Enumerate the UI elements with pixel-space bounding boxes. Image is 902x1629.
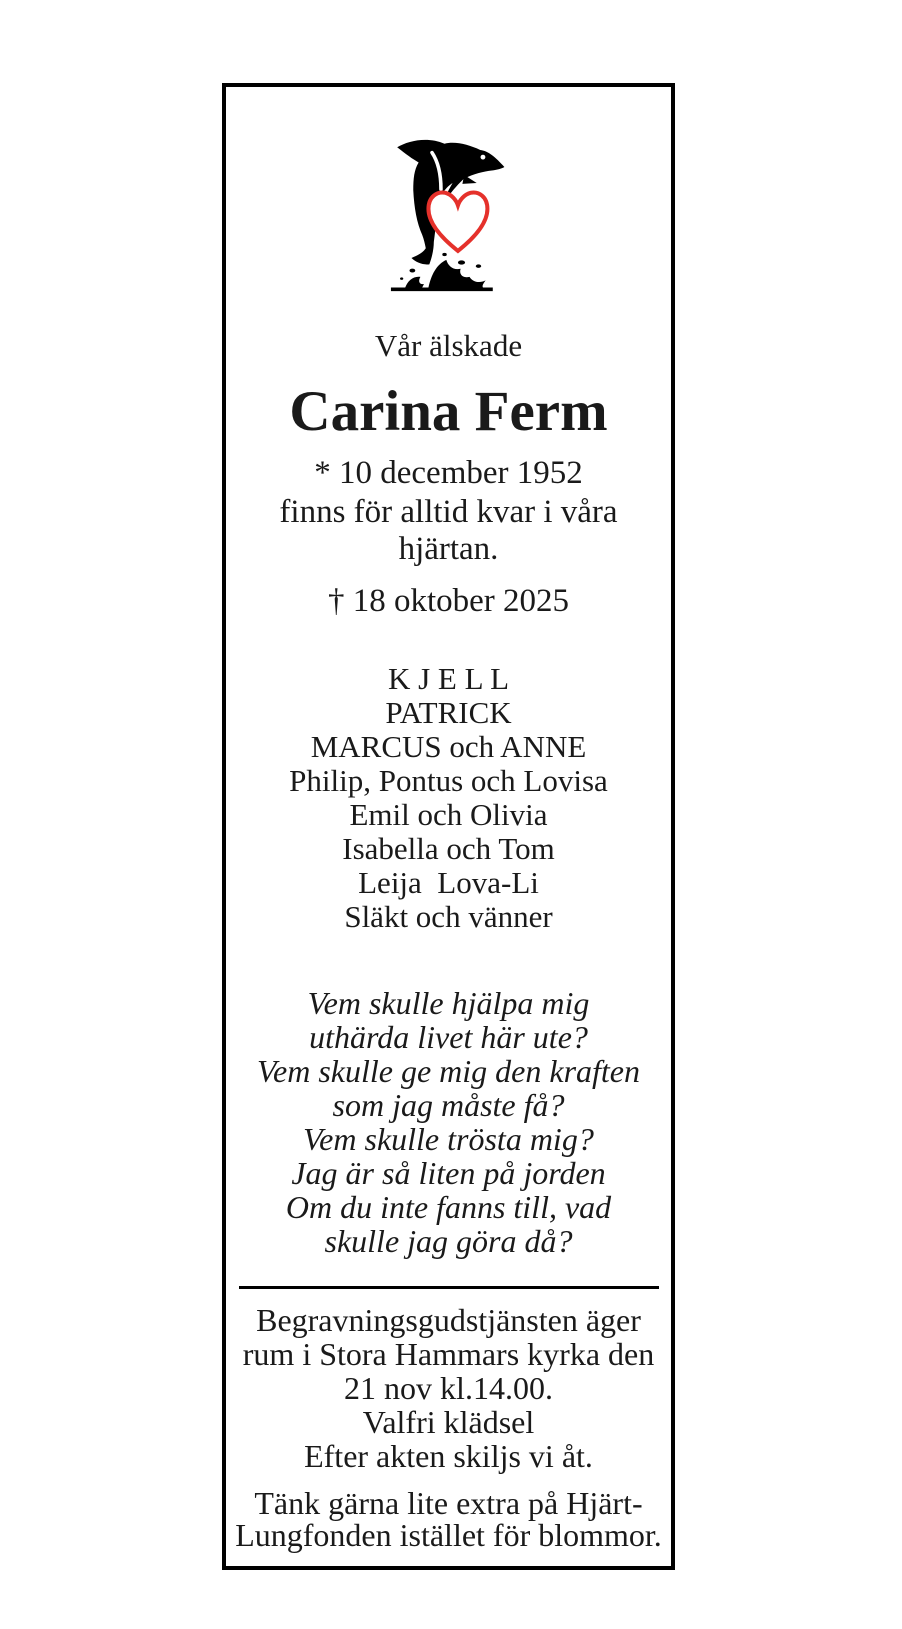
text-line: finns för alltid kvar i våra (279, 494, 618, 530)
text-line: Leija Lova-Li (358, 865, 539, 900)
memorial-logo (226, 123, 671, 302)
memorial-poem (226, 986, 671, 1258)
text-line: Philip, Pontus och Lovisa (289, 763, 608, 798)
text-line: Efter akten skiljs vi åt. (304, 1438, 593, 1474)
dolphin-eye (480, 155, 485, 160)
text-line: Vem skulle trösta mig? (303, 1121, 594, 1157)
text-line: uthärda livet här ute? (309, 1019, 588, 1055)
waves-icon (390, 253, 492, 291)
donation-request (226, 1487, 671, 1551)
dolphin-heart-waves-icon (382, 123, 516, 302)
death-date: † 18 oktober 2025 (327, 583, 570, 619)
text-line: K J E L L (387, 661, 510, 696)
text-line: Vem skulle hjälpa mig (307, 985, 590, 1021)
opening-phrase: Vår älskade (374, 328, 523, 363)
funeral-info (226, 1303, 671, 1473)
text-line: Jag är så liten på jorden (291, 1155, 606, 1191)
text-line: Emil och Olivia (349, 797, 548, 832)
text-line: Begravningsgudstjänsten äger (256, 1302, 641, 1338)
text-line: 21 nov kl.14.00. (344, 1370, 553, 1406)
deceased-name: Carina Ferm (289, 380, 608, 443)
mourners-list (226, 662, 671, 934)
text-line: PATRICK (385, 695, 512, 730)
dolphin-far-fin (462, 175, 476, 184)
text-line: Släkt och vänner (344, 899, 553, 934)
text-line: Valfri klädsel (362, 1404, 535, 1440)
divider-line (239, 1286, 659, 1289)
obituary-card (222, 83, 675, 1570)
text-line: skulle jag göra då? (324, 1223, 573, 1259)
text-line: hjärtan. (398, 531, 499, 567)
text-line: Isabella och Tom (342, 831, 555, 866)
text-line: Tänk gärna lite extra på Hjärt- (254, 1485, 643, 1521)
text-line: Om du inte fanns till, vad (285, 1189, 612, 1225)
text-line: Lungfonden istället för blommor. (235, 1517, 662, 1553)
heart-icon (428, 193, 487, 251)
text-line: MARCUS och ANNE (310, 729, 587, 764)
text-line: som jag måste få? (332, 1087, 565, 1123)
birth-date: * 10 december 1952 (314, 455, 583, 491)
text-line: rum i Stora Hammars kyrka den (242, 1336, 655, 1372)
text-line: Vem skulle ge mig den kraften (257, 1053, 640, 1089)
tribute-text (226, 494, 671, 568)
